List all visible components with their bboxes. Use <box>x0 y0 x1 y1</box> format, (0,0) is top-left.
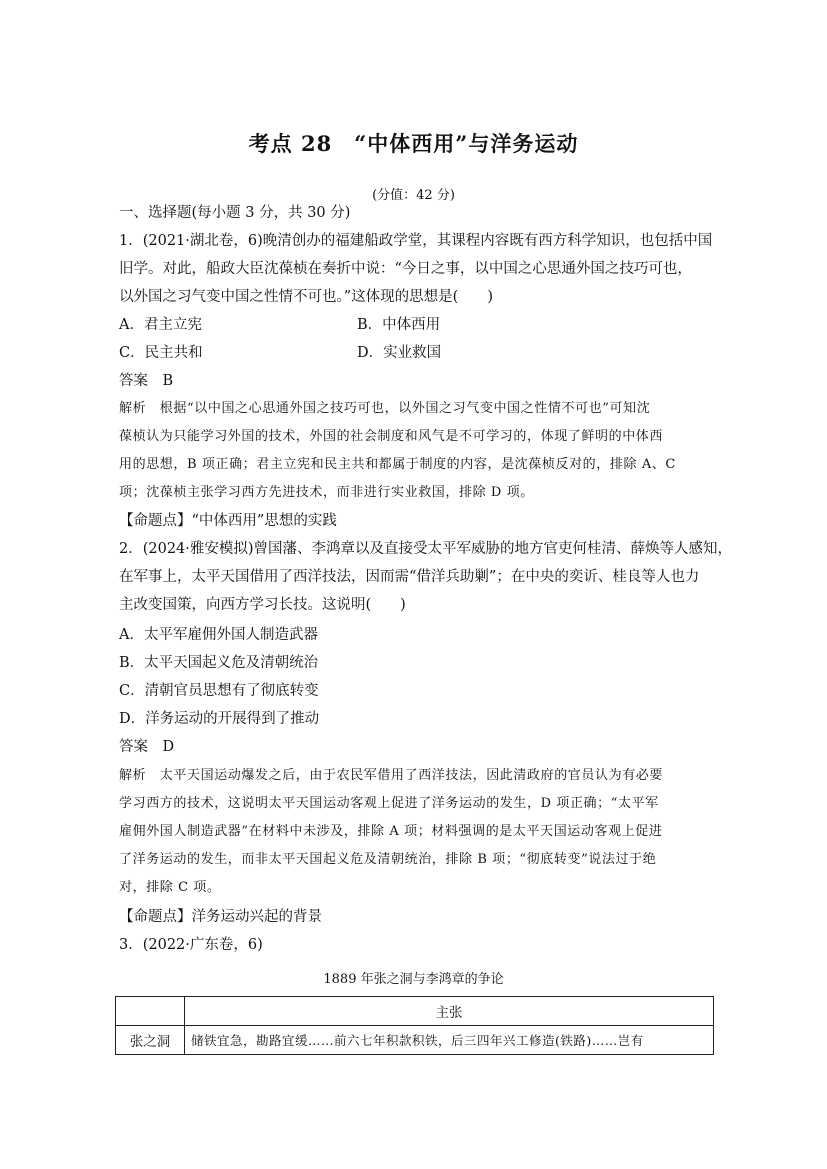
q2-explanation-line-4: 了洋务运动的发生，而非太平天国起义危及清朝统治，排除 B 项；“彻底转变”说法过于绝 <box>119 852 657 867</box>
q1-stem-line-2: 旧学。对此，船政大臣沈葆桢在奏折中说：“今日之事，以中国之心思通外国之技巧可也， <box>119 261 692 277</box>
q1-options-row-2 <box>119 343 442 363</box>
q1-point: 【命题点】“中体西用”思想的实践 <box>119 513 337 529</box>
table-corner-cell <box>116 997 185 1026</box>
q2-explanation-line-5: 对，排除 C 项。 <box>119 880 221 895</box>
page-title: 考点 28 “中体西用”与洋务运动 <box>248 131 579 156</box>
q1-options-row-1 <box>119 315 441 335</box>
q1-option-d: D．实业救国 <box>357 345 442 361</box>
q2-explanation-line-1: 解析 太平天国运动爆发之后，由于农民军借用了西洋技法，因此清政府的官员认为有必要 <box>119 768 664 783</box>
q2-answer: 答案 D <box>119 739 175 755</box>
table-header-row <box>116 997 714 1026</box>
q2-point: 【命题点】洋务运动兴起的背景 <box>119 909 322 925</box>
q2-explanation-line-3: 雇佣外国人制造武器”在材料中未涉及，排除 A 项；材料强调的是太平天国运动客观上促进 <box>119 824 663 839</box>
q1-stem-line-1: 1．(2021·湖北卷，6)晚清创办的福建船政学堂，其课程内容既有西方科学知识，也包括中国 <box>119 233 713 249</box>
q1-explanation-line-4: 项；沈葆桢主张学习西方先进技术，而非进行实业救国，排除 D 项。 <box>119 485 534 500</box>
q1-explanation-line-3: 用的思想，B 项正确；君主立宪和民主共和都属于制度的内容，是沈葆桢反对的，排除 A、C <box>119 457 676 472</box>
table-row <box>116 1026 714 1055</box>
q1-explanation-line-1: 解析 根据“以中国之心思通外国之技巧可也，以外国之习气变中国之性情不可也”可知沈 <box>119 401 651 416</box>
q2-option-c: C．清朝官员思想有了彻底转变 <box>119 683 319 699</box>
table-row-text: 储铁宜急，勘路宜缓……前六七年积款积铁，后三四年兴工修造(铁路)……岂有 <box>185 1026 714 1055</box>
q2-stem-line-3: 主改变国策，向西方学习长技。这说明( ) <box>119 597 406 613</box>
debate-table <box>115 996 714 1055</box>
q1-answer: 答案 B <box>119 373 174 389</box>
table-header-cell: 主张 <box>185 997 714 1026</box>
q1-option-b: B．中体西用 <box>357 317 441 333</box>
score-note: (分值：42 分) <box>372 188 455 203</box>
q2-option-a: A．太平军雇佣外国人制造武器 <box>119 627 318 643</box>
q2-stem-line-1: 2．(2024·雅安模拟)曾国藩、李鸿章以及直接受太平军威胁的地方官吏何桂清、薛焕等人感知， <box>119 541 733 557</box>
q1-stem-line-3: 以外国之习气变中国之性情不可也。”这体现的思想是( ) <box>119 289 493 305</box>
q1-option-a: A．君主立宪 <box>119 317 202 333</box>
q2-option-b: B．太平天国起义危及清朝统治 <box>119 655 319 671</box>
section-heading: 一、选择题(每小题 3 分，共 30 分) <box>119 205 351 221</box>
q1-option-c: C．民主共和 <box>119 345 203 361</box>
q3-header: 3．(2022·广东卷，6) <box>119 937 263 953</box>
table-caption: 1889 年张之洞与李鸿章的争论 <box>323 972 504 987</box>
q1-explanation-line-2: 葆桢认为只能学习外国的技术，外国的社会制度和风气是不可学习的，体现了鲜明的中体西 <box>119 429 664 444</box>
q2-option-d: D．洋务运动的开展得到了推动 <box>119 711 320 727</box>
table-row-name: 张之洞 <box>116 1026 185 1055</box>
q2-explanation-line-2: 学习西方的技术，这说明太平天国运动客观上促进了洋务运动的发生，D 项正确；“太平军 <box>119 796 659 811</box>
q2-stem-line-2: 在军事上，太平天国借用了西洋技法，因而需“借洋兵助剿”；在中央的奕䜣、桂良等人也力 <box>119 569 700 585</box>
